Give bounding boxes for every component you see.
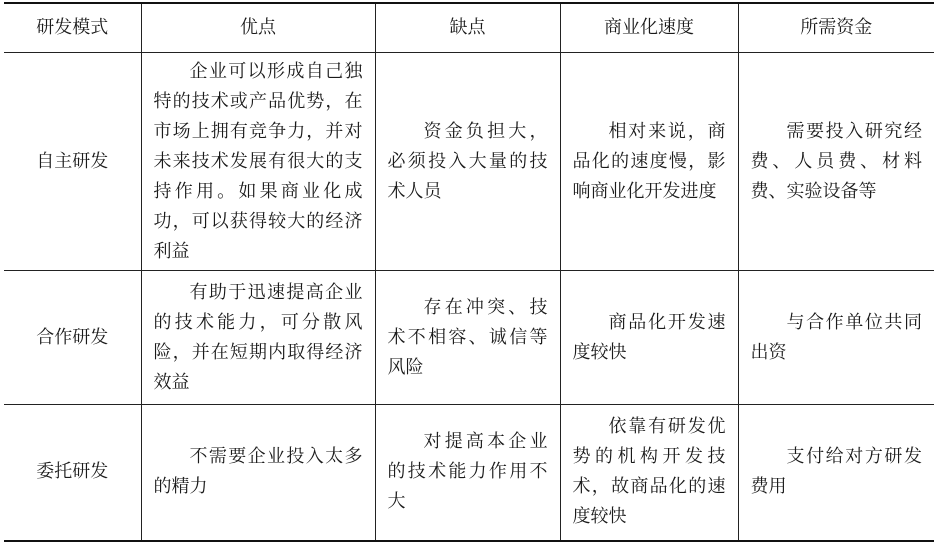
table-row: [4, 271, 934, 405]
cell-speed: 商品化开发速度较快: [560, 271, 738, 405]
rd-mode-comparison-table: [4, 2, 934, 542]
cell-speed: 依靠有研发优势的机构开发技术，故商品化的速度较快: [560, 405, 738, 541]
cell-funding: 需要投入研究经费、人员费、材料费、实验设备等: [738, 53, 934, 271]
cell-disadvantages: 存在冲突、技术不相容、诚信等风险: [375, 271, 560, 405]
header-row: [4, 3, 934, 53]
header-funding: 所需资金: [738, 3, 934, 53]
cell-mode: 自主研发: [4, 53, 141, 271]
header-disadvantages: 缺点: [375, 3, 560, 53]
cell-mode: 委托研发: [4, 405, 141, 541]
cell-funding: 与合作单位共同出资: [738, 271, 934, 405]
header-speed: 商业化速度: [560, 3, 738, 53]
cell-speed: 相对来说，商品化的速度慢，影响商业化开发进度: [560, 53, 738, 271]
table-row: [4, 53, 934, 271]
table-row: [4, 405, 934, 541]
cell-mode: 合作研发: [4, 271, 141, 405]
cell-advantages: 不需要企业投入太多的精力: [141, 405, 375, 541]
cell-advantages: 有助于迅速提高企业的技术能力，可分散风险，并在短期内取得经济效益: [141, 271, 375, 405]
header-mode: 研发模式: [4, 3, 141, 53]
cell-disadvantages: 对提高本企业的技术能力作用不大: [375, 405, 560, 541]
cell-disadvantages: 资金负担大，必须投入大量的技术人员: [375, 53, 560, 271]
cell-advantages: 企业可以形成自己独特的技术或产品优势，在市场上拥有竞争力，并对未来技术发展有很大的支持作用。如果商业化成功，可以获得较大的经济利益: [141, 53, 375, 271]
header-advantages: 优点: [141, 3, 375, 53]
cell-funding: 支付给对方研发费用: [738, 405, 934, 541]
